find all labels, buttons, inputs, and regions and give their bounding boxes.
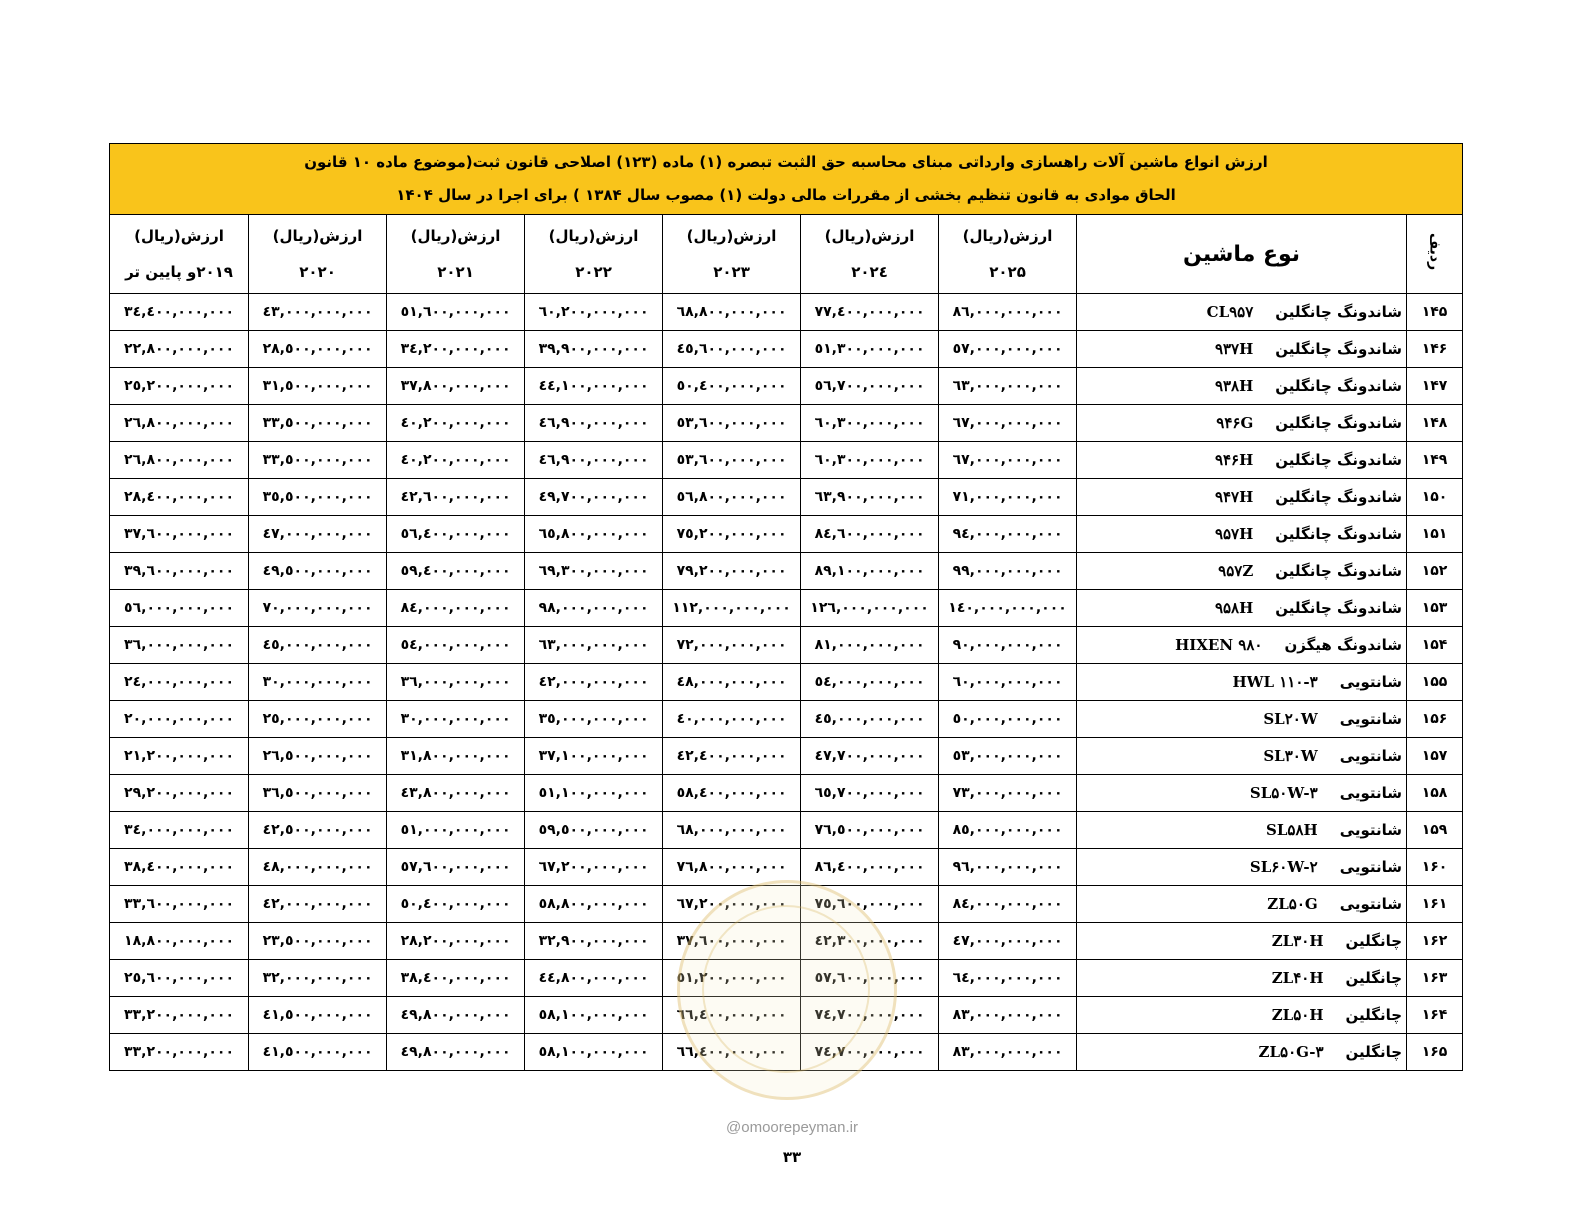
header-year-col: ارزش(ریال) ۲۰۲۰ xyxy=(249,215,387,294)
row-number-cell: ۱۵۶ xyxy=(1407,701,1463,738)
value-cell: ۳۱,۸۰۰,۰۰۰,۰۰۰ xyxy=(387,738,525,775)
value-cell: ٦۹,۳۰۰,۰۰۰,۰۰۰ xyxy=(525,553,663,590)
machine-model: SL۶۰W-۲ xyxy=(1249,858,1318,876)
value-cell: ۳٥,۰۰۰,۰۰۰,۰۰۰ xyxy=(525,701,663,738)
value-cell: ٥۱,۰۰۰,۰۰۰,۰۰۰ xyxy=(387,812,525,849)
machine-type-cell xyxy=(1077,627,1407,664)
value-cell: ۲٦,٥۰۰,۰۰۰,۰۰۰ xyxy=(249,738,387,775)
value-cell: ٤٥,٦۰۰,۰۰۰,۰۰۰ xyxy=(663,331,801,368)
row-number-cell: ۱۵۷ xyxy=(1407,738,1463,775)
value-cell: ٤۷,۰۰۰,۰۰۰,۰۰۰ xyxy=(249,516,387,553)
value-cell: ٦۳,۰۰۰,۰۰۰,۰۰۰ xyxy=(525,627,663,664)
value-cell: ٦۰,۰۰۰,۰۰۰,۰۰۰ xyxy=(939,664,1077,701)
table-row xyxy=(110,516,1463,553)
value-cell: ٥۳,٦۰۰,۰۰۰,۰۰۰ xyxy=(663,405,801,442)
value-cell: ۹۰,۰۰۰,۰۰۰,۰۰۰ xyxy=(939,627,1077,664)
row-number-cell: ۱۵۹ xyxy=(1407,812,1463,849)
machine-model: ۹۳۸H xyxy=(1214,377,1254,395)
table-row xyxy=(110,405,1463,442)
value-cell: ۷۷,٤۰۰,۰۰۰,۰۰۰ xyxy=(801,294,939,331)
table-row xyxy=(110,553,1463,590)
machine-brand: شانتویی xyxy=(1339,858,1403,876)
value-cell: ۸۹,۱۰۰,۰۰۰,۰۰۰ xyxy=(801,553,939,590)
value-cell: ٤۰,۲۰۰,۰۰۰,۰۰۰ xyxy=(387,442,525,479)
table-row xyxy=(110,294,1463,331)
value-cell: ۲٥,٦۰۰,۰۰۰,۰۰۰ xyxy=(110,960,249,997)
value-cell: ٥۱,۲۰۰,۰۰۰,۰۰۰ xyxy=(663,960,801,997)
table-row xyxy=(110,775,1463,812)
value-cell: ۳٤,۲۰۰,۰۰۰,۰۰۰ xyxy=(387,331,525,368)
machine-model: CL۹۵۷ xyxy=(1206,303,1254,321)
page-number: ۳۳ xyxy=(782,1148,802,1166)
machine-brand: شاندونگ هیگزن xyxy=(1284,636,1403,654)
value-cell: ۳٦,۰۰۰,۰۰۰,۰۰۰ xyxy=(387,664,525,701)
title-line-2: الحاق موادی به قانون تنظیم بخشی از مقررات مالی دولت (۱) مصوب سال ۱۳۸۴ ) برای اجرا در سال ۱۴۰۴ xyxy=(396,186,1176,204)
row-number-cell: ۱۵۱ xyxy=(1407,516,1463,553)
value-cell: ٥۱,۳۰۰,۰۰۰,۰۰۰ xyxy=(801,331,939,368)
value-cell: ۲۸,٤۰۰,۰۰۰,۰۰۰ xyxy=(110,479,249,516)
table-row xyxy=(110,664,1463,701)
value-cell: ۸۳,۰۰۰,۰۰۰,۰۰۰ xyxy=(939,997,1077,1034)
value-cell: ٥۸,۱۰۰,۰۰۰,۰۰۰ xyxy=(525,1034,663,1071)
machine-brand: شانتویی xyxy=(1339,895,1403,913)
value-cell: ۱٤۰,۰۰۰,۰۰۰,۰۰۰ xyxy=(939,590,1077,627)
value-cell: ٦۷,۲۰۰,۰۰۰,۰۰۰ xyxy=(525,849,663,886)
value-cell: ۲۹,۲۰۰,۰۰۰,۰۰۰ xyxy=(110,775,249,812)
value-cell: ۲٥,۲۰۰,۰۰۰,۰۰۰ xyxy=(110,368,249,405)
row-number-cell: ۱۵۰ xyxy=(1407,479,1463,516)
value-cell: ٤۹,۸۰۰,۰۰۰,۰۰۰ xyxy=(387,1034,525,1071)
value-cell: ۳۸,٤۰۰,۰۰۰,۰۰۰ xyxy=(387,960,525,997)
machine-type-cell xyxy=(1077,664,1407,701)
table-row xyxy=(110,442,1463,479)
value-cell: ۹٦,۰۰۰,۰۰۰,۰۰۰ xyxy=(939,849,1077,886)
machine-brand: شاندونگ چانگلین xyxy=(1275,451,1403,469)
machine-brand: چانگلین xyxy=(1345,1043,1403,1061)
row-number-cell: ۱۶۴ xyxy=(1407,997,1463,1034)
machine-model: ۹۳۷H xyxy=(1214,340,1254,358)
value-cell: ۳۹,٦۰۰,۰۰۰,۰۰۰ xyxy=(110,553,249,590)
machine-brand: شاندونگ چانگلین xyxy=(1275,488,1403,506)
value-cell: ۷٤,۷۰۰,۰۰۰,۰۰۰ xyxy=(801,1034,939,1071)
row-number-cell: ۱۴۸ xyxy=(1407,405,1463,442)
machine-model: SL۳۰W xyxy=(1263,747,1318,765)
machine-type-cell xyxy=(1077,812,1407,849)
machine-brand: شاندونگ چانگلین xyxy=(1275,377,1403,395)
value-cell: ٤۲,۳۰۰,۰۰۰,۰۰۰ xyxy=(801,923,939,960)
machinery-value-table xyxy=(109,143,1463,1071)
machine-brand: شاندونگ چانگلین xyxy=(1275,599,1403,617)
value-cell: ۱۸,۸۰۰,۰۰۰,۰۰۰ xyxy=(110,923,249,960)
value-cell: ۳٦,۰۰۰,۰۰۰,۰۰۰ xyxy=(110,627,249,664)
value-cell: ٤۲,۰۰۰,۰۰۰,۰۰۰ xyxy=(249,886,387,923)
machine-type-cell xyxy=(1077,923,1407,960)
machine-model: ZL۵۰H xyxy=(1271,1006,1324,1024)
table-row xyxy=(110,590,1463,627)
value-cell: ٥۰,٤۰۰,۰۰۰,۰۰۰ xyxy=(387,886,525,923)
value-cell: ٥۸,٤۰۰,۰۰۰,۰۰۰ xyxy=(663,775,801,812)
value-cell: ۲٥,۰۰۰,۰۰۰,۰۰۰ xyxy=(249,701,387,738)
value-cell: ۷۱,۰۰۰,۰۰۰,۰۰۰ xyxy=(939,479,1077,516)
value-cell: ۸٦,۰۰۰,۰۰۰,۰۰۰ xyxy=(939,294,1077,331)
machine-type-cell xyxy=(1077,516,1407,553)
machine-type-cell xyxy=(1077,405,1407,442)
machine-model: ۹۵۸H xyxy=(1214,599,1254,617)
footer-website: @omoorepeyman.ir xyxy=(726,1119,858,1136)
value-cell: ۳۲,۹۰۰,۰۰۰,۰۰۰ xyxy=(525,923,663,960)
value-cell: ۹۹,۰۰۰,۰۰۰,۰۰۰ xyxy=(939,553,1077,590)
header-year-col: ارزش(ریال) ۲۰۲۲ xyxy=(525,215,663,294)
table-row xyxy=(110,960,1463,997)
value-cell: ٥۷,٦۰۰,۰۰۰,۰۰۰ xyxy=(387,849,525,886)
value-cell: ٥٦,۷۰۰,۰۰۰,۰۰۰ xyxy=(801,368,939,405)
machine-type-cell xyxy=(1077,294,1407,331)
value-cell: ۳۰,۰۰۰,۰۰۰,۰۰۰ xyxy=(387,701,525,738)
machine-type-cell xyxy=(1077,886,1407,923)
value-cell: ٤٦,۹۰۰,۰۰۰,۰۰۰ xyxy=(525,405,663,442)
value-cell: ۲٦,۸۰۰,۰۰۰,۰۰۰ xyxy=(110,442,249,479)
row-number-cell: ۱۵۲ xyxy=(1407,553,1463,590)
value-cell: ۷٦,۸۰۰,۰۰۰,۰۰۰ xyxy=(663,849,801,886)
header-year-col: ارزش(ریال) ۲۰۲۵ xyxy=(939,215,1077,294)
machine-brand: شانتویی xyxy=(1339,784,1403,802)
value-cell: ٤٥,۰۰۰,۰۰۰,۰۰۰ xyxy=(801,701,939,738)
value-cell: ٦۳,۹۰۰,۰۰۰,۰۰۰ xyxy=(801,479,939,516)
value-cell: ۲۸,٥۰۰,۰۰۰,۰۰۰ xyxy=(249,331,387,368)
machine-brand: شانتویی xyxy=(1339,710,1403,728)
table-row xyxy=(110,331,1463,368)
value-cell: ٥۹,٤۰۰,۰۰۰,۰۰۰ xyxy=(387,553,525,590)
value-cell: ٥۳,۰۰۰,۰۰۰,۰۰۰ xyxy=(939,738,1077,775)
machine-type-cell xyxy=(1077,1034,1407,1071)
value-cell: ٥۸,۱۰۰,۰۰۰,۰۰۰ xyxy=(525,997,663,1034)
value-cell: ٥٦,۸۰۰,۰۰۰,۰۰۰ xyxy=(663,479,801,516)
machine-model: ۹۵۷Z xyxy=(1218,562,1254,580)
value-cell: ۹۸,۰۰۰,۰۰۰,۰۰۰ xyxy=(525,590,663,627)
value-cell: ٤۳,۸۰۰,۰۰۰,۰۰۰ xyxy=(387,775,525,812)
table-row xyxy=(110,627,1463,664)
machine-brand: شانتویی xyxy=(1339,821,1403,839)
value-cell: ۸٤,٦۰۰,۰۰۰,۰۰۰ xyxy=(801,516,939,553)
value-cell: ۸۳,۰۰۰,۰۰۰,۰۰۰ xyxy=(939,1034,1077,1071)
value-cell: ٥۷,٦۰۰,۰۰۰,۰۰۰ xyxy=(801,960,939,997)
header-machine-type: نوع ماشین xyxy=(1077,215,1407,294)
value-cell: ۳۳,٥۰۰,۰۰۰,۰۰۰ xyxy=(249,442,387,479)
machine-type-cell xyxy=(1077,553,1407,590)
machine-type-cell xyxy=(1077,701,1407,738)
header-year-col: ارزش(ریال) ۲۰۲۳ xyxy=(663,215,801,294)
machine-model: SL۵۰W-۳ xyxy=(1249,784,1318,802)
value-cell: ٤۰,۰۰۰,۰۰۰,۰۰۰ xyxy=(663,701,801,738)
value-cell: ٦۸,۰۰۰,۰۰۰,۰۰۰ xyxy=(663,812,801,849)
table-row xyxy=(110,812,1463,849)
value-cell: ٦٥,۷۰۰,۰۰۰,۰۰۰ xyxy=(801,775,939,812)
value-cell: ۷۰,۰۰۰,۰۰۰,۰۰۰ xyxy=(249,590,387,627)
machine-type-cell xyxy=(1077,590,1407,627)
value-cell: ٤۲,۰۰۰,۰۰۰,۰۰۰ xyxy=(525,664,663,701)
value-cell: ۳۳,۲۰۰,۰۰۰,۰۰۰ xyxy=(110,1034,249,1071)
value-cell: ٤۹,٥۰۰,۰۰۰,۰۰۰ xyxy=(249,553,387,590)
value-cell: ۷۳,۰۰۰,۰۰۰,۰۰۰ xyxy=(939,775,1077,812)
table-row xyxy=(110,923,1463,960)
value-cell: ٤۲,٤۰۰,۰۰۰,۰۰۰ xyxy=(663,738,801,775)
value-cell: ۲۱,۲۰۰,۰۰۰,۰۰۰ xyxy=(110,738,249,775)
value-cell: ۳۷,۸۰۰,۰۰۰,۰۰۰ xyxy=(387,368,525,405)
value-cell: ۲٦,۸۰۰,۰۰۰,۰۰۰ xyxy=(110,405,249,442)
title-line-1: ارزش انواع ماشین آلات راهسازی وارداتی مبنای محاسبه حق الثبت تبصره (۱) ماده (۱۲۳) اصلاحی قانون ثبت(موضوع ماده ۱۰ قانون xyxy=(304,153,1268,171)
table-row xyxy=(110,997,1463,1034)
value-cell: ٤۲,٦۰۰,۰۰۰,۰۰۰ xyxy=(387,479,525,516)
value-cell: ۲٤,۰۰۰,۰۰۰,۰۰۰ xyxy=(110,664,249,701)
value-cell: ٦۰,۳۰۰,۰۰۰,۰۰۰ xyxy=(801,442,939,479)
document-sheet xyxy=(109,143,1462,1071)
value-cell: ٦٥,۸۰۰,۰۰۰,۰۰۰ xyxy=(525,516,663,553)
machine-type-cell xyxy=(1077,738,1407,775)
machine-type-cell xyxy=(1077,960,1407,997)
machine-type-cell xyxy=(1077,479,1407,516)
machine-model: ZL۴۰H xyxy=(1271,969,1324,987)
value-cell: ٤۹,۸۰۰,۰۰۰,۰۰۰ xyxy=(387,997,525,1034)
value-cell: ٥۹,٥۰۰,۰۰۰,۰۰۰ xyxy=(525,812,663,849)
machine-brand: شاندونگ چانگلین xyxy=(1275,525,1403,543)
value-cell: ۲۳,٥۰۰,۰۰۰,۰۰۰ xyxy=(249,923,387,960)
value-cell: ٤٤,۱۰۰,۰۰۰,۰۰۰ xyxy=(525,368,663,405)
row-number-cell: ۱۶۲ xyxy=(1407,923,1463,960)
row-number-cell: ۱۴۶ xyxy=(1407,331,1463,368)
machine-type-cell xyxy=(1077,849,1407,886)
value-cell: ٦۳,۰۰۰,۰۰۰,۰۰۰ xyxy=(939,368,1077,405)
machine-brand: چانگلین xyxy=(1345,932,1403,950)
value-cell: ۸٦,٤۰۰,۰۰۰,۰۰۰ xyxy=(801,849,939,886)
machine-brand: شانتویی xyxy=(1339,747,1403,765)
row-number-cell: ۱۶۰ xyxy=(1407,849,1463,886)
machine-model: SL۵۸H xyxy=(1266,821,1318,839)
value-cell: ٥۳,٦۰۰,۰۰۰,۰۰۰ xyxy=(663,442,801,479)
value-cell: ۳۳,٦۰۰,۰۰۰,۰۰۰ xyxy=(110,886,249,923)
value-cell: ٤۸,۰۰۰,۰۰۰,۰۰۰ xyxy=(249,849,387,886)
row-number-cell: ۱۴۷ xyxy=(1407,368,1463,405)
machine-model: HIXEN ۹۸۰ xyxy=(1175,636,1263,654)
table-row xyxy=(110,1034,1463,1071)
value-cell: ٤۱,٥۰۰,۰۰۰,۰۰۰ xyxy=(249,997,387,1034)
value-cell: ۲۸,۲۰۰,۰۰۰,۰۰۰ xyxy=(387,923,525,960)
value-cell: ۲۰,۰۰۰,۰۰۰,۰۰۰ xyxy=(110,701,249,738)
machine-model: HWL ۱۱۰-۳ xyxy=(1232,673,1318,691)
table-title xyxy=(110,144,1463,215)
value-cell: ۳۸,٤۰۰,۰۰۰,۰۰۰ xyxy=(110,849,249,886)
table-body xyxy=(110,294,1463,1071)
value-cell: ۳۷,۱۰۰,۰۰۰,۰۰۰ xyxy=(525,738,663,775)
value-cell: ٦۰,۳۰۰,۰۰۰,۰۰۰ xyxy=(801,405,939,442)
value-cell: ۳٤,٤۰۰,۰۰۰,۰۰۰ xyxy=(110,294,249,331)
value-cell: ۸٥,۰۰۰,۰۰۰,۰۰۰ xyxy=(939,812,1077,849)
value-cell: ٤۲,٥۰۰,۰۰۰,۰۰۰ xyxy=(249,812,387,849)
value-cell: ۹٤,۰۰۰,۰۰۰,۰۰۰ xyxy=(939,516,1077,553)
row-number-cell: ۱۵۴ xyxy=(1407,627,1463,664)
machine-model: ۹۴۶H xyxy=(1214,451,1254,469)
table-row xyxy=(110,849,1463,886)
value-cell: ٥۸,۸۰۰,۰۰۰,۰۰۰ xyxy=(525,886,663,923)
value-cell: ۷٤,۷۰۰,۰۰۰,۰۰۰ xyxy=(801,997,939,1034)
row-number-cell: ۱۶۱ xyxy=(1407,886,1463,923)
machine-model: SL۲۰W xyxy=(1263,710,1318,728)
value-cell: ۱۲٦,۰۰۰,۰۰۰,۰۰۰ xyxy=(801,590,939,627)
header-year-col: ارزش(ریال) ۲۰۲٤ xyxy=(801,215,939,294)
value-cell: ٤٦,۹۰۰,۰۰۰,۰۰۰ xyxy=(525,442,663,479)
value-cell: ٤۱,٥۰۰,۰۰۰,۰۰۰ xyxy=(249,1034,387,1071)
value-cell: ٤۹,۷۰۰,۰۰۰,۰۰۰ xyxy=(525,479,663,516)
value-cell: ٦٦,٤۰۰,۰۰۰,۰۰۰ xyxy=(663,1034,801,1071)
machine-model: ۹۵۷H xyxy=(1214,525,1254,543)
value-cell: ٤۰,۲۰۰,۰۰۰,۰۰۰ xyxy=(387,405,525,442)
machine-model: ۹۴۶G xyxy=(1216,414,1254,432)
machine-brand: شاندونگ چانگلین xyxy=(1275,562,1403,580)
value-cell: ۳۷,٦۰۰,۰۰۰,۰۰۰ xyxy=(110,516,249,553)
value-cell: ٦۸,۸۰۰,۰۰۰,۰۰۰ xyxy=(663,294,801,331)
row-number-cell: ۱۶۵ xyxy=(1407,1034,1463,1071)
value-cell: ٦۷,۰۰۰,۰۰۰,۰۰۰ xyxy=(939,405,1077,442)
machine-brand: شاندونگ چانگلین xyxy=(1275,303,1403,321)
value-cell: ۳٥,٥۰۰,۰۰۰,۰۰۰ xyxy=(249,479,387,516)
value-cell: ٤۳,۰۰۰,۰۰۰,۰۰۰ xyxy=(249,294,387,331)
value-cell: ۳۰,۰۰۰,۰۰۰,۰۰۰ xyxy=(249,664,387,701)
value-cell: ۳٤,۰۰۰,۰۰۰,۰۰۰ xyxy=(110,812,249,849)
value-cell: ٦٦,٤۰۰,۰۰۰,۰۰۰ xyxy=(663,997,801,1034)
machine-brand: شانتویی xyxy=(1339,673,1403,691)
value-cell: ٥٤,۰۰۰,۰۰۰,۰۰۰ xyxy=(387,627,525,664)
value-cell: ۸٤,۰۰۰,۰۰۰,۰۰۰ xyxy=(939,886,1077,923)
value-cell: ٥۰,۰۰۰,۰۰۰,۰۰۰ xyxy=(939,701,1077,738)
row-number-cell: ۱۵۳ xyxy=(1407,590,1463,627)
value-cell: ۳۱,٥۰۰,۰۰۰,۰۰۰ xyxy=(249,368,387,405)
machine-model: ZL۵۰G xyxy=(1267,895,1318,913)
value-cell: ٥۱,٦۰۰,۰۰۰,۰۰۰ xyxy=(387,294,525,331)
header-year-col: ارزش(ریال) ۲۰۱۹و پایین تر xyxy=(110,215,249,294)
value-cell: ۲۲,۸۰۰,۰۰۰,۰۰۰ xyxy=(110,331,249,368)
value-cell: ٦۷,۰۰۰,۰۰۰,۰۰۰ xyxy=(939,442,1077,479)
table-row xyxy=(110,701,1463,738)
value-cell: ۷٥,۲۰۰,۰۰۰,۰۰۰ xyxy=(663,516,801,553)
value-cell: ٦٤,۰۰۰,۰۰۰,۰۰۰ xyxy=(939,960,1077,997)
row-number-cell: ۱۴۵ xyxy=(1407,294,1463,331)
value-cell: ۷۹,۲۰۰,۰۰۰,۰۰۰ xyxy=(663,553,801,590)
value-cell: ٥۰,٤۰۰,۰۰۰,۰۰۰ xyxy=(663,368,801,405)
header-year-col: ارزش(ریال) ۲۰۲۱ xyxy=(387,215,525,294)
value-cell: ٤۷,۷۰۰,۰۰۰,۰۰۰ xyxy=(801,738,939,775)
table-row xyxy=(110,479,1463,516)
row-number-cell: ۱۵۵ xyxy=(1407,664,1463,701)
value-cell: ٤٥,۰۰۰,۰۰۰,۰۰۰ xyxy=(249,627,387,664)
machine-brand: چانگلین xyxy=(1345,969,1403,987)
value-cell: ۳۲,۰۰۰,۰۰۰,۰۰۰ xyxy=(249,960,387,997)
header-row-number: ردیف xyxy=(1407,215,1463,294)
value-cell: ٥۱,۱۰۰,۰۰۰,۰۰۰ xyxy=(525,775,663,812)
value-cell: ٤۸,۰۰۰,۰۰۰,۰۰۰ xyxy=(663,664,801,701)
value-cell: ۸٤,۰۰۰,۰۰۰,۰۰۰ xyxy=(387,590,525,627)
value-cell: ۳۳,۲۰۰,۰۰۰,۰۰۰ xyxy=(110,997,249,1034)
table-row xyxy=(110,368,1463,405)
value-cell: ۳٦,٥۰۰,۰۰۰,۰۰۰ xyxy=(249,775,387,812)
row-number-cell: ۱۴۹ xyxy=(1407,442,1463,479)
value-cell: ٥٦,٤۰۰,۰۰۰,۰۰۰ xyxy=(387,516,525,553)
machine-model: ZL۳۰H xyxy=(1271,932,1324,950)
machine-type-cell xyxy=(1077,997,1407,1034)
value-cell: ٥۷,۰۰۰,۰۰۰,۰۰۰ xyxy=(939,331,1077,368)
value-cell: ۱۱۲,۰۰۰,۰۰۰,۰۰۰ xyxy=(663,590,801,627)
value-cell: ٦۷,۲۰۰,۰۰۰,۰۰۰ xyxy=(663,886,801,923)
value-cell: ۷٦,٥۰۰,۰۰۰,۰۰۰ xyxy=(801,812,939,849)
machine-brand: شاندونگ چانگلین xyxy=(1275,414,1403,432)
value-cell: ٥٦,۰۰۰,۰۰۰,۰۰۰ xyxy=(110,590,249,627)
machine-type-cell xyxy=(1077,368,1407,405)
machine-type-cell xyxy=(1077,331,1407,368)
machine-brand: شاندونگ چانگلین xyxy=(1275,340,1403,358)
machine-model: ZL۵۰G-۳ xyxy=(1258,1043,1324,1061)
value-cell: ٤۷,۰۰۰,۰۰۰,۰۰۰ xyxy=(939,923,1077,960)
machine-model: ۹۴۷H xyxy=(1214,488,1254,506)
row-number-cell: ۱۵۸ xyxy=(1407,775,1463,812)
value-cell: ٤٤,۸۰۰,۰۰۰,۰۰۰ xyxy=(525,960,663,997)
value-cell: ۳۷,٦۰۰,۰۰۰,۰۰۰ xyxy=(663,923,801,960)
value-cell: ۷۲,۰۰۰,۰۰۰,۰۰۰ xyxy=(663,627,801,664)
table-row xyxy=(110,886,1463,923)
column-header-row xyxy=(110,215,1463,294)
value-cell: ۳۳,٥۰۰,۰۰۰,۰۰۰ xyxy=(249,405,387,442)
value-cell: ۸۱,۰۰۰,۰۰۰,۰۰۰ xyxy=(801,627,939,664)
value-cell: ٦۰,۲۰۰,۰۰۰,۰۰۰ xyxy=(525,294,663,331)
table-row xyxy=(110,738,1463,775)
row-number-cell: ۱۶۳ xyxy=(1407,960,1463,997)
value-cell: ٥٤,۰۰۰,۰۰۰,۰۰۰ xyxy=(801,664,939,701)
machine-brand: چانگلین xyxy=(1345,1006,1403,1024)
machine-type-cell xyxy=(1077,442,1407,479)
value-cell: ۷٥,٦۰۰,۰۰۰,۰۰۰ xyxy=(801,886,939,923)
value-cell: ۳۹,۹۰۰,۰۰۰,۰۰۰ xyxy=(525,331,663,368)
machine-type-cell xyxy=(1077,775,1407,812)
